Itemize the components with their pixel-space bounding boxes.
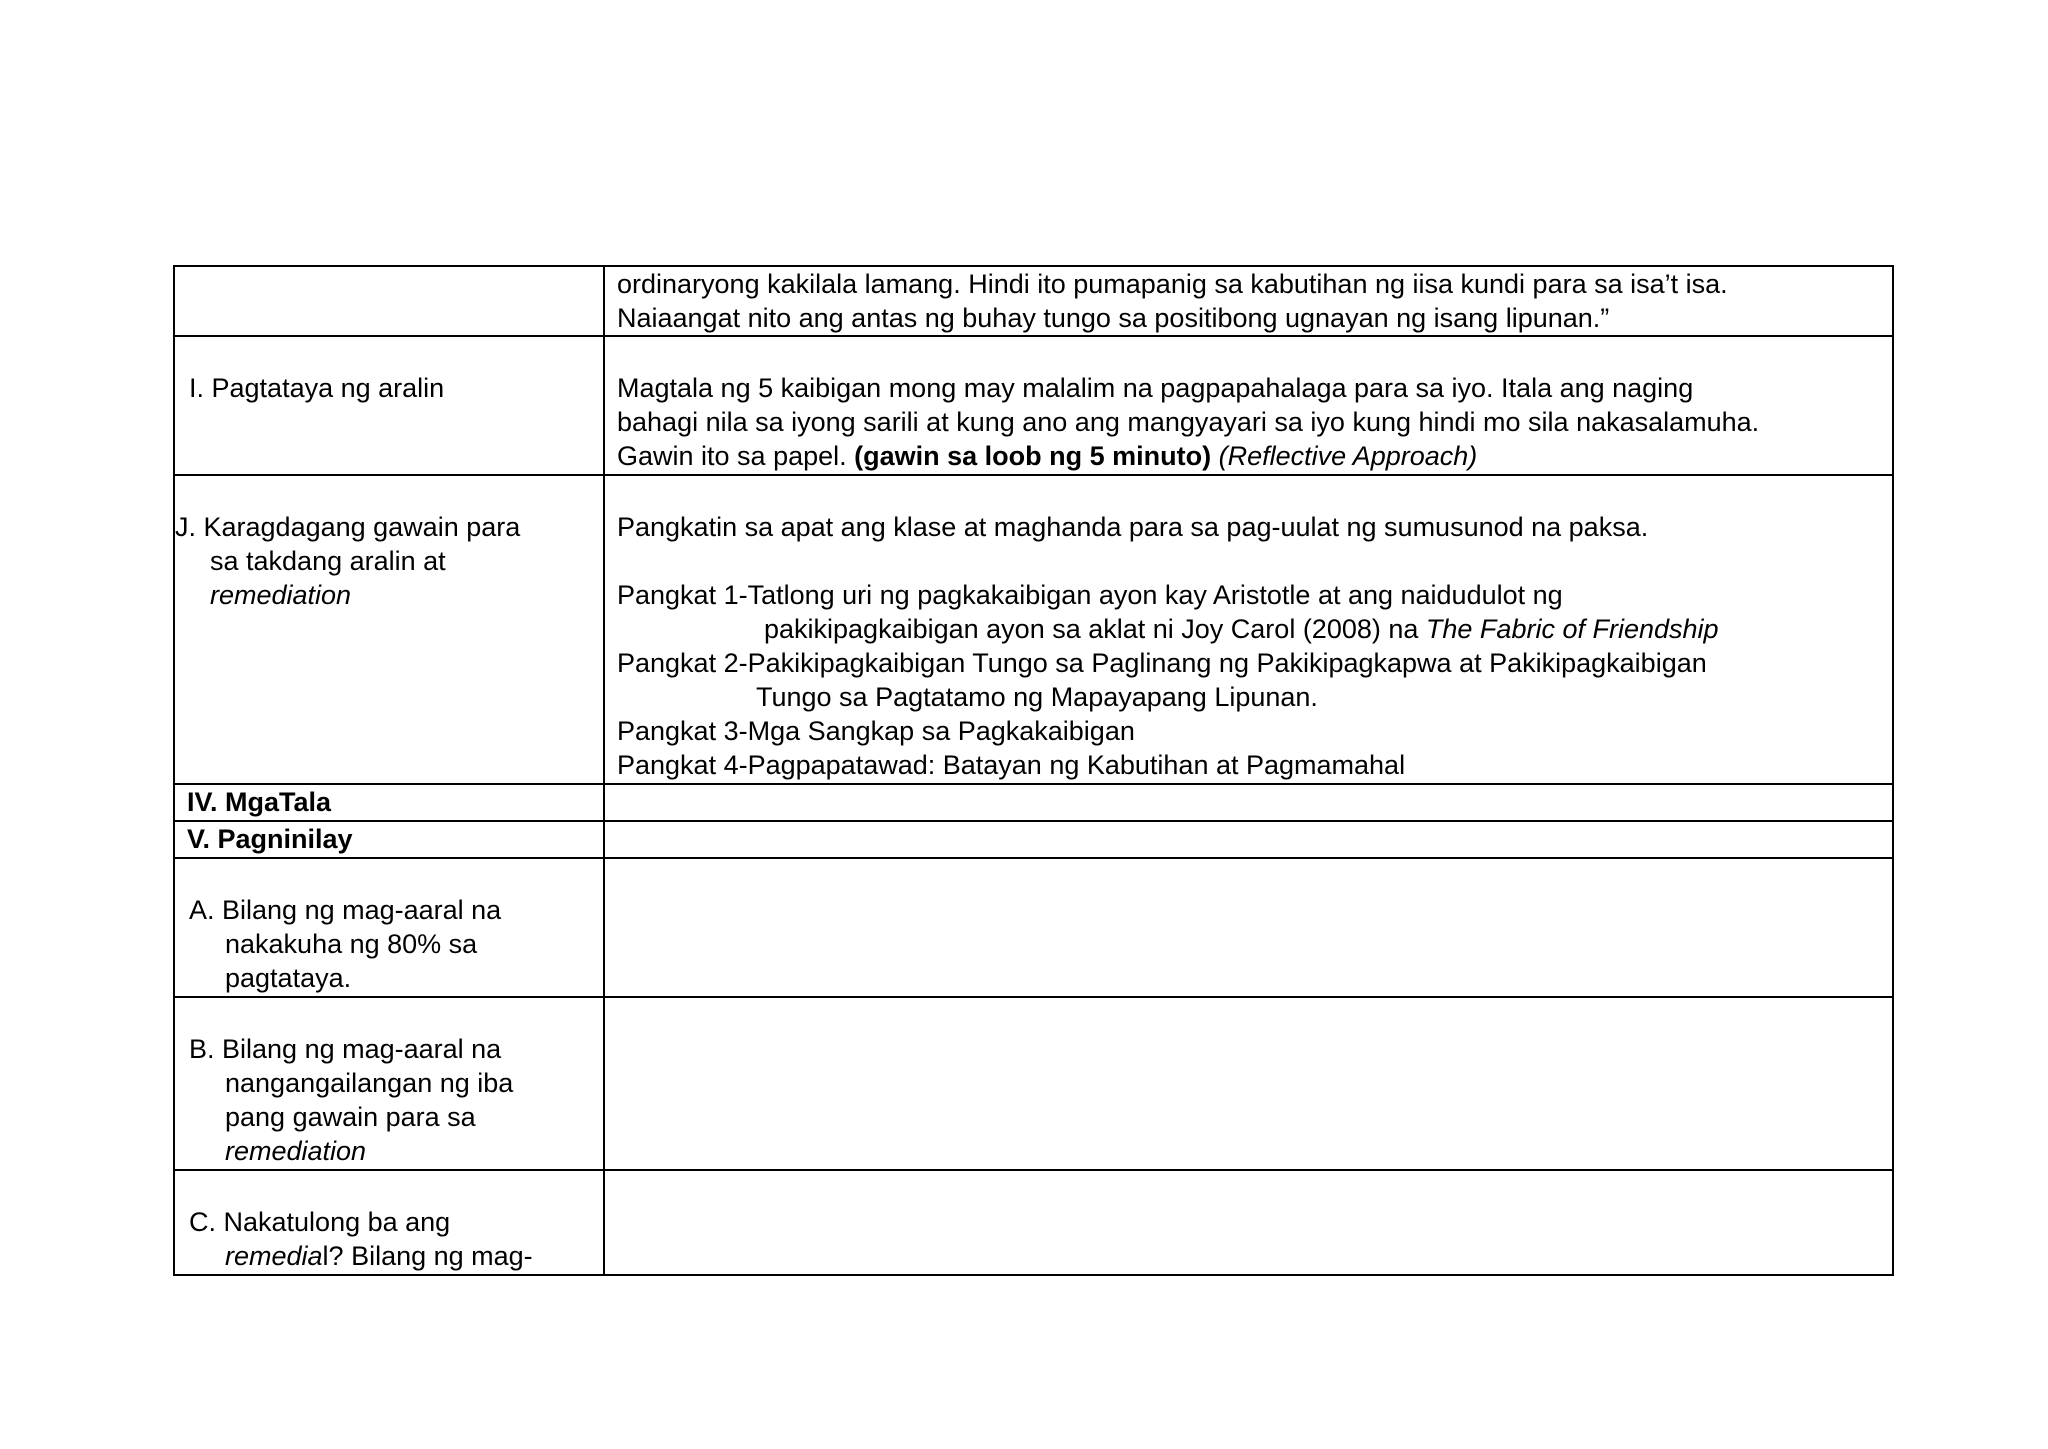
row-c-content-cell [604,1170,1893,1275]
mga-tala-label: IV. MgaTala [187,787,332,817]
row-b-line-2: nangangailangan ng iba [225,1068,514,1098]
karagdagang-gawain-label-line-3: remediation [210,580,352,610]
row-b-line-3: pang gawain para sa [225,1102,476,1132]
row-c-line-2 [175,1239,603,1273]
pangkat-2-line-1: Pangkat 2-Pakikipagkaibigan Tungo sa Paglinang ng Pakikipagkapwa at Pakikipagkaibigan [617,648,1707,678]
continuation-line-1: ordinaryong kakilala lamang. Hindi ito pumapanig sa kabutihan ng iisa kundi para sa isa’t isa. [617,269,1728,299]
pagtataya-approach-note: (Reflective Approach) [1211,441,1478,471]
pangkat-1-line-2 [617,612,1878,646]
karagdagang-gawain-row [174,475,1893,784]
pagtataya-time-note: (gawin sa loob ng 5 minuto) [854,441,1212,471]
row-b-content-cell [604,997,1893,1170]
pagninilay-content-cell [604,821,1893,858]
karagdagang-gawain-label-cell [174,475,604,784]
karagdagang-gawain-content-cell [604,475,1893,784]
row-c-line-2-italic: remedia [225,1241,323,1271]
pangkat-3-line: Pangkat 3-Mga Sangkap sa Pagkakaibigan [617,716,1135,746]
karagdagang-gawain-label-line-1: J. Karagdagang gawain para [175,512,521,542]
pagtataya-content-cell [604,336,1893,475]
row-a [174,858,1893,997]
pangkat-1-line-1: Pangkat 1-Tatlong uri ng pagkakaibigan ayon kay Aristotle at ang naidudulot ng [617,580,1563,610]
row-b-line-1: B. Bilang ng mag-aaral na [189,1034,502,1064]
row-a-line-3: pagtataya. [225,963,352,993]
karagdagang-gawain-label-line-2: sa takdang aralin at [210,546,446,576]
pagninilay-label: V. Pagninilay [187,824,353,854]
row-c-line-2-text: l? Bilang ng mag- [322,1241,533,1271]
row-a-line-2: nakakuha ng 80% sa [225,929,478,959]
pagtataya-line-1: Magtala ng 5 kaibigan mong may malalim na pagpapahalaga para sa iyo. Itala ang naging [617,373,1694,403]
pangkat-1-book-title: The Fabric of Friendship [1425,614,1719,644]
pagtataya-label-cell [174,336,604,475]
pagtataya-label: I. Pagtataya ng aralin [189,373,445,403]
row-a-line-1: A. Bilang ng mag-aaral na [189,895,502,925]
row-b-label-cell [174,997,604,1170]
continuation-label-cell [174,266,604,336]
row-a-content-cell [604,858,1893,997]
continuation-line-2: Naiaangat nito ang antas ng buhay tungo sa positibong ugnayan ng isang lipunan.” [617,303,1610,333]
pagtataya-row [174,336,1893,475]
mga-tala-content-cell [604,784,1893,821]
row-b [174,997,1893,1170]
row-c [174,1170,1893,1275]
pangkat-2-line-2: Tungo sa Pagtatamo ng Mapayapang Lipunan. [756,682,1318,712]
pagninilay-label-cell [174,821,604,858]
row-c-line-1: C. Nakatulong ba ang [189,1207,451,1237]
pagninilay-row [174,821,1893,858]
pangkat-4-line: Pangkat 4-Pagpapatawad: Batayan ng Kabutihan at Pagmamahal [617,750,1406,780]
lesson-plan-table [173,265,1894,1276]
pangkat-1-line-2-text: pakikipagkaibigan ayon sa aklat ni Joy Carol (2008) na [764,614,1426,644]
mga-tala-row [174,784,1893,821]
mga-tala-label-cell [174,784,604,821]
continuation-row [174,266,1893,336]
pagtataya-line-3 [617,439,1878,473]
pagtataya-line-3-text: Gawin ito sa papel. [617,441,855,471]
row-a-label-cell [174,858,604,997]
row-c-label-cell [174,1170,604,1275]
row-b-line-4: remediation [225,1136,367,1166]
pagtataya-line-2: bahagi nila sa iyong sarili at kung ano ang mangyayari sa iyo kung hindi mo sila nakasalamuha. [617,407,1760,437]
continuation-content-cell [604,266,1893,336]
karagdagang-gawain-intro: Pangkatin sa apat ang klase at maghanda para sa pag-uulat ng sumusunod na paksa. [617,512,1649,542]
